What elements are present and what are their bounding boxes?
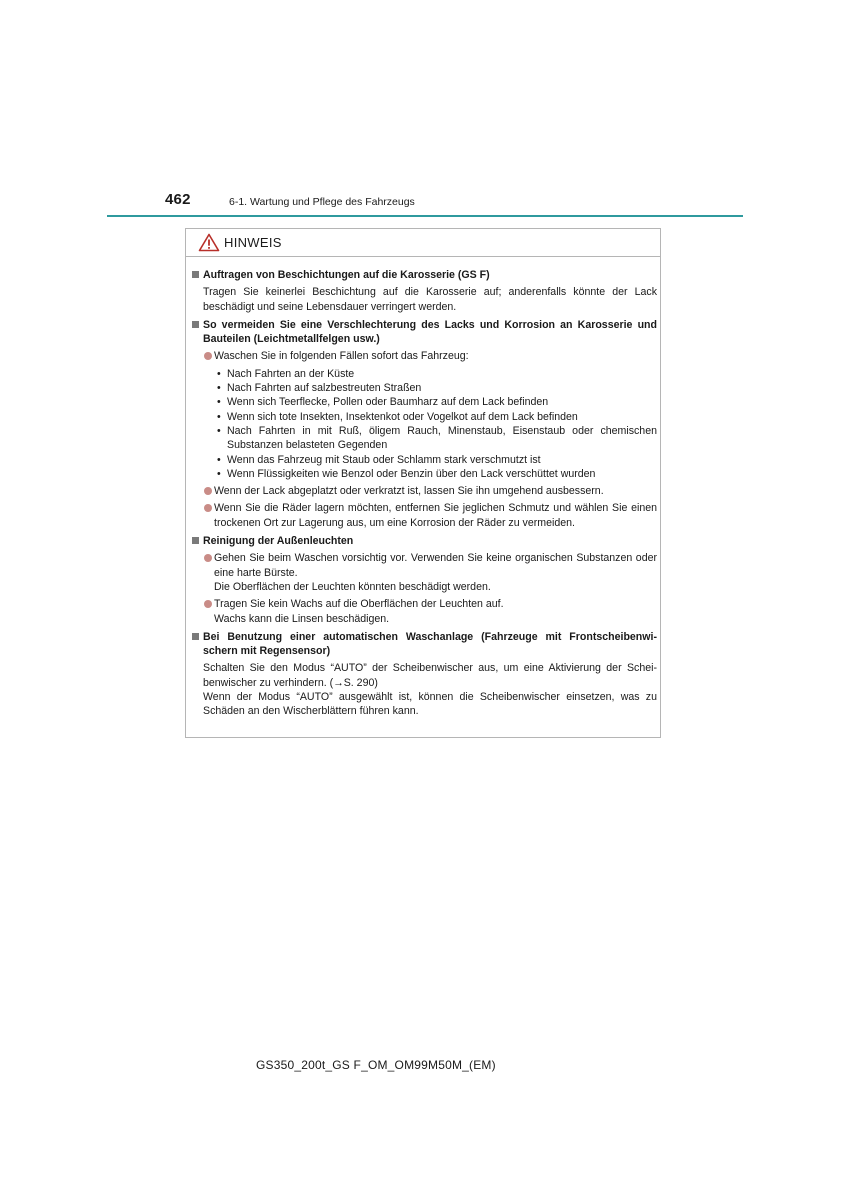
sub-item: [191, 467, 657, 481]
bullet-item: [191, 484, 657, 498]
paragraph: Schalten Sie den Modus “AUTO” der Scheibenwischer aus, um eine Aktivierung der Schei-benwischer zu verhindern. (→S. 290): [203, 662, 657, 689]
section-heading: [191, 534, 657, 548]
section-heading-text: So vermeiden Sie eine Verschlechterung des Lacks und Korrosion an Karosserie und Bauteilen (Leichtmetallfelgen usw.): [203, 318, 657, 346]
section-title: 6-1. Wartung und Pflege des Fahrzeugs: [229, 196, 415, 208]
bullet-text: Wenn der Lack abgeplatzt oder verkratzt ist, lassen Sie ihn umgehend ausbessern.: [214, 485, 604, 498]
note-label: HINWEIS: [224, 235, 282, 250]
sub-bullet-mark: •: [217, 424, 221, 437]
section-heading-text: Auftragen von Beschichtungen auf die Karosserie (GS F): [203, 269, 490, 281]
sub-item: [191, 367, 657, 381]
sub-item: [191, 395, 657, 409]
circle-bullet-icon: [204, 554, 212, 562]
bullet-text-continuation: Die Oberflächen der Leuchten könnten beschädigt werden.: [214, 580, 491, 593]
sub-bullet-mark: •: [217, 467, 221, 480]
sub-bullet-mark: •: [217, 382, 221, 395]
sub-item-text: Wenn sich Teerflecke, Pollen oder Baumharz auf dem Lack befinden: [227, 396, 549, 409]
sub-item-text: Wenn sich tote Insekten, Insektenkot oder Vogelkot auf dem Lack befinden: [227, 410, 578, 423]
sub-item: [191, 424, 657, 453]
warning-triangle-icon: [198, 233, 220, 252]
sub-bullet-mark: •: [217, 396, 221, 409]
sub-item-text: Wenn Flüssigkeiten wie Benzol oder Benzin über den Lack verschüttet wurden: [227, 467, 596, 480]
bullet-text: Waschen Sie in folgenden Fällen sofort das Fahrzeug:: [214, 350, 469, 363]
bullet-item: [191, 349, 657, 363]
sub-item-text: Nach Fahrten an der Küste: [227, 367, 355, 380]
note-box: [185, 228, 661, 738]
sub-bullet-mark: •: [217, 410, 221, 423]
sub-item-text: Nach Fahrten auf salzbestreuten Straßen: [227, 382, 422, 395]
section-heading: [191, 630, 657, 659]
section-heading-text: Reinigung der Außenleuchten: [203, 535, 354, 548]
bullet-text: Gehen Sie beim Waschen vorsichtig vor. Verwenden Sie keine organischen Substanzen oder eine harte Bürste.: [214, 552, 657, 579]
square-bullet-icon: [192, 321, 199, 328]
header-rule: [107, 215, 743, 217]
sub-item: [191, 453, 657, 467]
bullet-text: Wenn Sie die Räder lagern möchten, entfernen Sie jeglichen Schmutz und wählen Sie einen trockenen Ort zur Lagerung aus, um eine Korrosion der Räder zu vermeiden.: [214, 502, 657, 529]
circle-bullet-icon: [204, 487, 212, 495]
square-bullet-icon: [192, 537, 199, 544]
sub-list: [191, 367, 657, 481]
circle-bullet-icon: [204, 352, 212, 360]
section-car-wash: [191, 630, 657, 719]
sub-item-text: Wenn das Fahrzeug mit Staub oder Schlamm stark verschmutzt ist: [227, 453, 541, 466]
paragraph: Wenn der Modus “AUTO” ausgewählt ist, können die Scheibenwischer einsetzen, was zu Schäden an den Wischerblättern führen kann.: [203, 691, 657, 718]
footer-doc-code: GS350_200t_GS F_OM_OM99M50M_(EM): [256, 1058, 496, 1072]
sub-item: [191, 410, 657, 424]
square-bullet-icon: [192, 633, 199, 640]
page-number: 462: [165, 191, 191, 208]
section-exterior-lights: [191, 534, 657, 626]
sub-item: [191, 381, 657, 395]
sub-item-text: Nach Fahrten in mit Ruß, öligem Rauch, Minenstaub, Eisenstaub oder chemischen Substanzen belasteten Gegenden: [227, 424, 657, 452]
bullet-item: [191, 501, 657, 530]
section-heading: [191, 268, 657, 282]
sub-bullet-mark: •: [217, 367, 221, 380]
bullet-text: Tragen Sie kein Wachs auf die Oberflächen der Leuchten auf.: [214, 598, 504, 611]
circle-bullet-icon: [204, 600, 212, 608]
section-heading: [191, 318, 657, 347]
section-coatings: [191, 268, 657, 314]
paragraph: Tragen Sie keinerlei Beschichtung auf die Karosserie auf; anderenfalls könnte der Lack beschädigt und seine Lebensdauer verringert werden.: [203, 286, 657, 313]
bullet-item: [191, 551, 657, 594]
note-content: [191, 268, 657, 723]
section-heading-text: Bei Benutzung einer automatischen Waschanlage (Fahrzeuge mit Frontscheibenwi-schern mit Regensensor): [203, 630, 657, 658]
bullet-text-continuation: Wachs kann die Linsen beschädigen.: [214, 612, 390, 625]
square-bullet-icon: [192, 271, 199, 278]
sub-bullet-mark: •: [217, 453, 221, 466]
bullet-item: [191, 597, 657, 626]
circle-bullet-icon: [204, 504, 212, 512]
section-paint-protection: [191, 318, 657, 530]
note-header: [186, 229, 660, 257]
